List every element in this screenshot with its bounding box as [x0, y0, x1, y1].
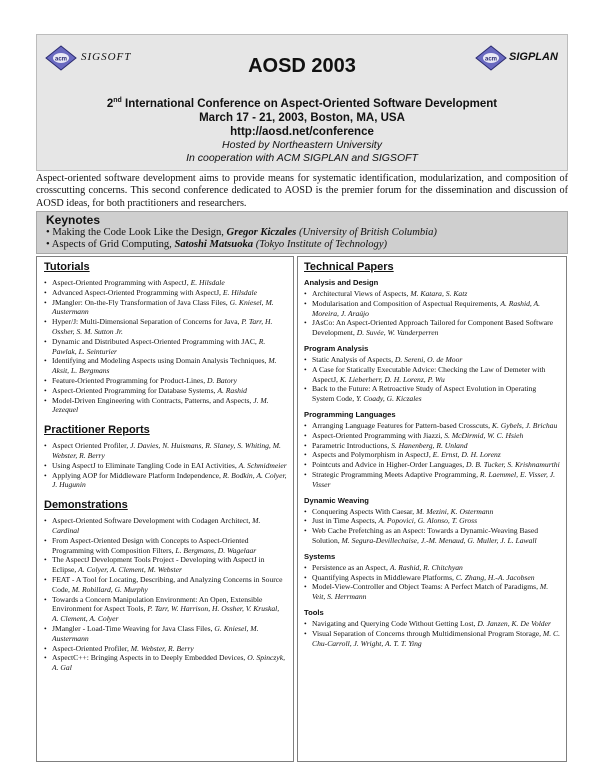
item-title: Aspect-Oriented Programming for Database Systems,: [52, 385, 218, 395]
item-title: Aspects and Polymorphism in AspectJ,: [312, 450, 433, 460]
intro-paragraph: Aspect-oriented software development aims to provide means for systematic identification, modularization, and composition of crosscutting concerns. This second conference dedicated to AOSD is the premier forum for the dissemination and discussion of AOSD ideas, for both practitioners and researchers.: [36, 173, 568, 209]
session-list: [304, 563, 560, 602]
session-title: Tools: [304, 607, 324, 617]
keynotes-box: [36, 211, 568, 254]
technical-papers-title: Technical Papers: [304, 261, 394, 273]
item-authors: A. Colyer, A. Clement, M. Webster: [78, 565, 182, 575]
item-title: A Case for Statically Executable Advice: Checking the Law of Demeter with AspectJ,: [312, 364, 546, 384]
list-item: [44, 536, 287, 556]
item-title: Navigating and Querying Code Without Getting Lost,: [312, 618, 478, 628]
list-item: [44, 298, 287, 318]
bullet-icon: •: [46, 227, 53, 238]
practitioner-reports-title: Practitioner Reports: [44, 424, 150, 437]
item-authors: D. B. Tucker, S. Krishnamurthi: [466, 460, 560, 470]
list-item: [304, 582, 560, 602]
cooperation: In cooperation with ACM SIGPLAN and SIGSOFT: [186, 152, 418, 164]
item-title: FEAT - A Tool for Locating, Describing, and Analyzing Concerns in Source Code,: [52, 574, 283, 594]
item-title: Just in Time Aspects,: [312, 516, 379, 526]
item-title: Architectural Views of Aspects,: [312, 289, 411, 298]
list-item: [304, 289, 560, 299]
item-title: Aspect-Oriented Programming with Jiazzi,: [312, 430, 445, 440]
list-item: [44, 288, 287, 298]
bullet-icon: •: [46, 239, 52, 250]
item-authors: M. Katara, S. Katz: [410, 289, 468, 298]
item-authors: S. McDirmid, W. C. Hsieh: [444, 430, 524, 440]
list-item: [304, 563, 560, 573]
keynote-item: [46, 239, 387, 250]
item-authors: M. Robillard, G. Murphy: [71, 584, 148, 594]
item-authors: J. M. Jezequel: [52, 395, 269, 415]
header-box: [36, 34, 568, 171]
item-authors: A. Rashid, R. Chitchyan: [389, 562, 463, 572]
item-authors: E. Ernst, D. H. Lorenz: [432, 450, 501, 460]
tutorials-list: [44, 278, 287, 415]
list-item: [304, 421, 560, 431]
item-title: JMangler - Load-Time Weaving for Java Class Files,: [52, 623, 215, 633]
item-authors: P. Tarr, W. Harrison, H. Ossher, V. Kruskal, A. Clement, A. Colyer: [52, 604, 280, 624]
item-authors: R. Bodkin, A. Colyer, J. Hugunin: [52, 470, 287, 490]
keynote-talk: Making the Code Look Like the Design,: [52, 227, 227, 238]
demonstrations-list: [44, 516, 287, 673]
item-authors: G. Kniesel, M. Austermann: [52, 297, 274, 317]
item-title: Aspect Oriented Profiler,: [52, 441, 131, 451]
conference-ordinal-suffix: nd: [113, 97, 122, 104]
session-list: [304, 619, 560, 648]
item-authors: D. Janzen, K. De Volder: [477, 618, 551, 628]
tutorials-title: Tutorials: [44, 261, 90, 273]
list-item: [304, 318, 560, 338]
item-title: Static Analysis of Aspects,: [312, 354, 395, 364]
list-item: [44, 278, 287, 288]
item-authors: Y. Coady, G. Kiczales: [356, 394, 422, 404]
item-title: JAsCo: An Aspect-Oriented Approach Tailored for Component Based Software Development,: [312, 318, 554, 338]
list-item: [44, 644, 287, 654]
list-item: [304, 431, 560, 441]
list-item: [304, 470, 560, 490]
item-title: Hyper/J: Multi-Dimensional Separation of Concerns for Java,: [52, 317, 242, 327]
item-authors: R. Pawlak, L. Seinturier: [52, 336, 266, 356]
item-title: Web Cache Prefetching as an Aspect: Towards a Dynamic-Weaving Based Solution,: [312, 526, 539, 545]
session-title: Program Analysis: [304, 343, 369, 353]
item-title: Using AspectJ to Eliminate Tangling Code in EAI Activities,: [52, 460, 239, 470]
item-title: JMangler: On-the-Fly Transformation of Java Class Files,: [52, 297, 230, 307]
item-title: Aspect-Oriented Programming with AspectJ,: [52, 278, 191, 287]
session-list: [304, 507, 560, 546]
list-item: [44, 337, 287, 357]
technical-papers-sessions: [304, 278, 560, 648]
keynote-item: [46, 227, 437, 238]
list-item: [44, 595, 287, 624]
item-title: Dynamic and Distributed Aspect-Oriented Programming with JAC,: [52, 336, 259, 346]
item-title: Model-View-Controller and Object Teams: A Perfect Match of Paradigms,: [312, 582, 540, 592]
list-item: [304, 365, 560, 385]
keynote-affiliation: (University of British Columbia): [296, 227, 437, 238]
keynote-affiliation: (Tokyo Institute of Technology): [253, 239, 388, 250]
list-item: [44, 624, 287, 644]
conference-name-line: [37, 94, 567, 111]
list-item: [44, 317, 287, 337]
list-item: [304, 507, 560, 517]
item-authors: D. Batory: [207, 375, 237, 385]
item-title: Persistence as an Aspect,: [312, 562, 390, 572]
item-title: Back to the Future: A Retroactive Study of Aspect Evolution in Operating System Code,: [312, 384, 537, 404]
item-title: Aspect-Oriented Software Development with Codagen Architect,: [52, 516, 253, 526]
practitioner-reports-list: [44, 441, 287, 490]
svg-text:acm: acm: [484, 56, 498, 63]
dates-location: March 17 - 21, 2003, Boston, MA, USA: [199, 111, 405, 124]
list-item: [304, 573, 560, 583]
item-authors: E. Hilsdale: [190, 278, 225, 287]
session-list: [304, 289, 560, 338]
item-title: Aspect-Oriented Profiler,: [52, 643, 131, 653]
item-authors: A. Rashid: [217, 385, 247, 395]
item-title: Parametric Introductions,: [312, 440, 392, 450]
item-title: AspectC++: Bringing Aspects in to Deeply Embedded Devices,: [52, 653, 248, 663]
list-item: [304, 450, 560, 460]
hosted-by: Hosted by Northeastern University: [222, 139, 382, 151]
item-authors: P. Tarr, H. Ossher, S. M. Sutton Jr.: [52, 317, 273, 336]
conference-url[interactable]: http://aosd.net/conference: [230, 125, 374, 138]
list-item: [44, 575, 287, 595]
item-authors: M. Webster, R. Berry: [130, 643, 194, 653]
item-authors: K. Gybels, J. Brichau: [491, 420, 558, 430]
item-title: Advanced Aspect-Oriented Programming with AspectJ,: [52, 287, 223, 297]
keynote-talk: Aspects of Grid Computing,: [51, 239, 175, 250]
demonstrations-title: Demonstrations: [44, 499, 128, 512]
item-title: Feature-Oriented Programming for Product-Lines,: [52, 375, 207, 385]
left-column: [36, 256, 294, 762]
item-title: The AspectJ Development Tools Project - Developing with AspectJ in Eclipse,: [52, 555, 265, 575]
item-title: Modularisation and Composition of Aspectual Requirements,: [312, 298, 501, 308]
conference-name: International Conference on Aspect-Oriented Software Development: [125, 97, 498, 110]
session-title: Programming Languages: [304, 409, 396, 419]
keynotes-title: Keynotes: [46, 213, 101, 227]
item-authors: A. Popovici, G. Alonso, T. Gross: [378, 516, 478, 526]
list-item: [44, 555, 287, 575]
list-item: [44, 386, 287, 396]
item-authors: M. Mezini, K. Ostermann: [416, 506, 494, 516]
item-authors: R. Laemmel, E. Visser, J. Visser: [312, 469, 556, 489]
keynote-speaker: Satoshi Matsuoka: [174, 239, 254, 250]
item-title: From Aspect-Oriented Design with Concepts to Aspect-Oriented Programming with Composition Filters,: [52, 535, 249, 555]
list-item: [44, 356, 287, 376]
conference-ordinal: 2: [106, 97, 114, 110]
item-authors: M. Cardinal: [52, 516, 261, 535]
sigplan-logo-text: SIGPLAN: [509, 51, 558, 63]
keynote-speaker: Gregor Kiczales: [226, 227, 297, 238]
session-list: [304, 355, 560, 404]
session-title: Dynamic Weaving: [304, 495, 369, 505]
list-item: [44, 653, 287, 673]
item-authors: M. Veit, S. Herrmann: [312, 582, 549, 602]
list-item: [304, 441, 560, 451]
list-item: [44, 471, 287, 491]
session-title: Analysis and Design: [304, 278, 379, 287]
item-authors: K. Lieberherr, D. H. Lorenz, P. Wu: [339, 374, 445, 384]
item-title: Identifying and Modeling Aspects using Domain Analysis Techniques,: [52, 356, 269, 366]
session-title: Systems: [304, 551, 336, 561]
session-list: [304, 421, 560, 490]
item-authors: L. Bergmans, D. Wagelaar: [175, 545, 257, 555]
item-title: Arranging Language Features for Pattern-based Crosscuts,: [312, 420, 492, 430]
list-item: [44, 396, 287, 416]
item-title: Model-Driven Engineering with Contracts, Patterns, and Aspects,: [52, 395, 254, 405]
item-authors: M. C. Chu-Carroll, J. Wright, A. T. T. Ying: [312, 628, 560, 648]
list-item: [304, 516, 560, 526]
list-item: [44, 516, 287, 536]
right-column: [297, 256, 567, 762]
conference-info: [37, 94, 567, 139]
item-authors: O. Spinczyk, A. Gal: [52, 653, 285, 673]
item-authors: D. Suvée, W. Vanderperren: [356, 328, 439, 338]
item-title: Conquering Aspects With Caesar,: [312, 506, 417, 516]
item-authors: J. Davies, N. Huismans, R. Slaney, S. Whiting, M. Webster, R. Berry: [52, 441, 281, 460]
sigsoft-logo-text: SIGSOFT: [81, 51, 132, 63]
item-authors: M. Segura-Devillechaise, J.-M. Menaud, G. Muller, J. L. Lawall: [341, 535, 537, 545]
item-authors: C. Zhang, H.-A. Jacobsen: [455, 572, 535, 582]
item-authors: D. Sereni, O. de Moor: [394, 354, 463, 364]
item-authors: A. Rashid, A. Moreira, J. Araújo: [312, 298, 541, 318]
svg-text:acm: acm: [54, 56, 68, 63]
list-item: [304, 460, 560, 470]
list-item: [304, 629, 560, 649]
item-authors: E. Hilsdale: [222, 287, 257, 297]
list-item: [304, 355, 560, 365]
item-title: Quantifying Aspects in Middleware Platforms,: [312, 572, 456, 582]
item-title: Applying AOP for Middleware Platform Independence,: [52, 470, 223, 480]
page-title: AOSD 2003: [248, 55, 356, 77]
list-item: [304, 384, 560, 404]
list-item: [44, 441, 287, 461]
item-title: Towards a Concern Manipulation Environment: An Open, Extensible Environment for Aspect Tools,: [52, 594, 263, 614]
hosting-info: [37, 139, 567, 165]
item-authors: G. Kniesel, M. Austermann: [52, 623, 259, 643]
list-item: [304, 526, 560, 546]
item-title: Visual Separation of Concerns through Multidimensional Program Storage,: [312, 628, 543, 638]
item-title: Pointcuts and Advice in Higher-Order Languages,: [312, 460, 467, 470]
item-authors: A. Schmidmeier: [238, 460, 287, 470]
list-item: [304, 619, 560, 629]
list-item: [44, 376, 287, 386]
item-authors: M. Aksit, L. Bergmans: [52, 356, 277, 376]
item-title: Strategic Programming Meets Adaptive Programming,: [312, 469, 480, 479]
list-item: [304, 299, 560, 319]
list-item: [44, 461, 287, 471]
item-authors: S. Hanenberg, R. Unland: [391, 440, 468, 450]
